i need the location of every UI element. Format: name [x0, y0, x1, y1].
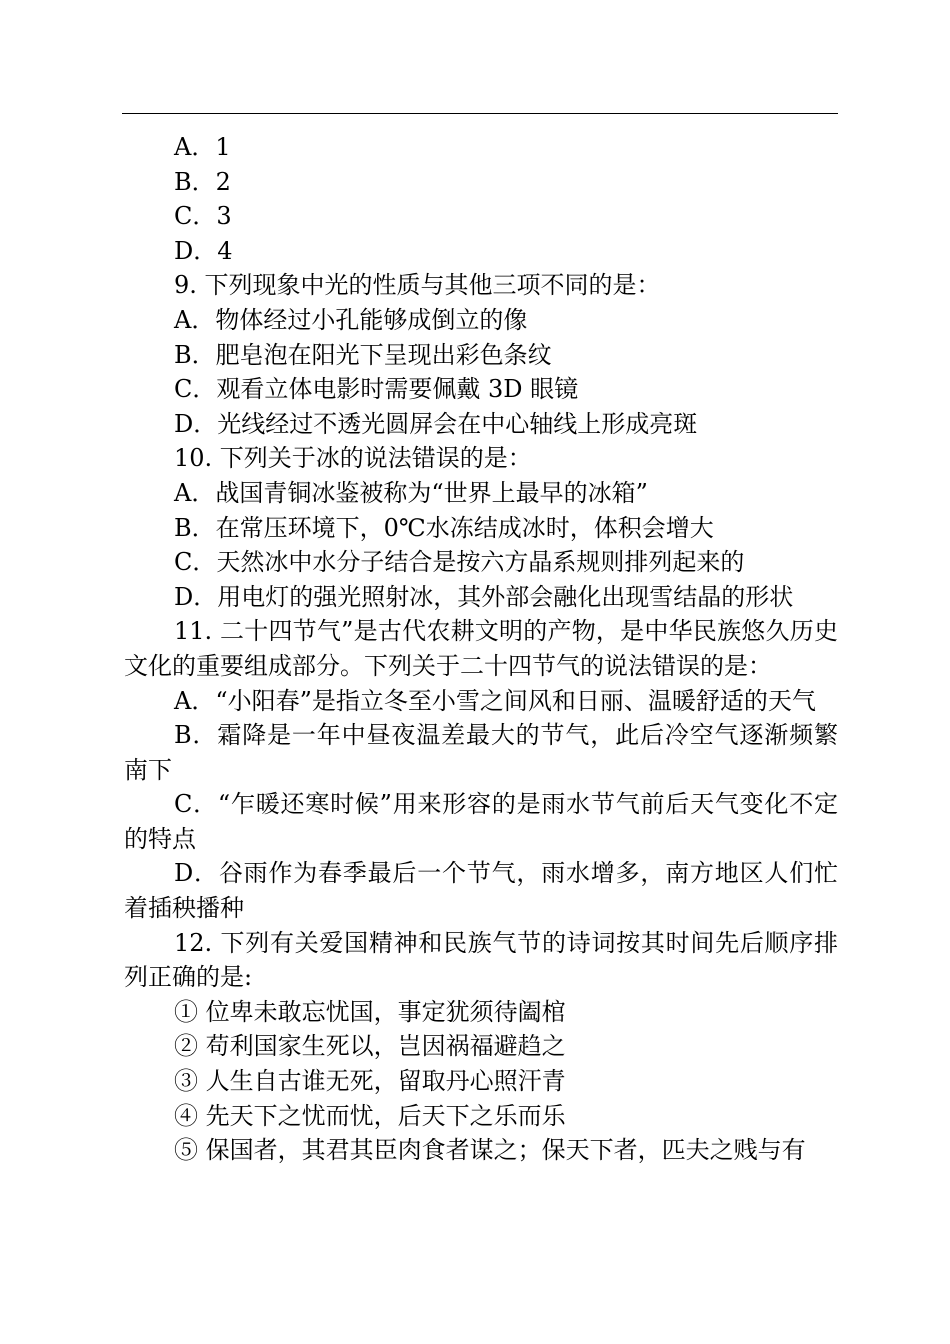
- question-9: [124, 268, 838, 441]
- q9-option-c: C．观看立体电影时需要佩戴 3D 眼镜: [174, 375, 579, 404]
- q10-option-d: D．用电灯的强光照射冰，其外部会融化出现雪结晶的形状: [174, 582, 794, 611]
- exam-page-content: [124, 130, 838, 1168]
- q12-item-5: ⑤ 保国者，其君其臣肉食者谋之；保天下者，匹夫之贱与有: [174, 1136, 806, 1165]
- q9-option-a: A．物体经过小孔能够成倒立的像: [174, 305, 528, 334]
- q8-option-c: C．3: [174, 202, 232, 231]
- q10-option-a: A．战国青铜冰鉴被称为“世界上最早的冰箱”: [174, 478, 648, 507]
- q9-stem: 9. 下列现象中光的性质与其他三项不同的是：: [174, 271, 661, 300]
- q12-item-1: ① 位卑未敢忘忧国，事定犹须待阖棺: [174, 997, 566, 1026]
- q12-item-2: ② 苟利国家生死以，岂因祸福避趋之: [174, 1032, 566, 1061]
- q9-option-d: D．光线经过不透光圆屏会在中心轴线上形成亮斑: [174, 409, 698, 438]
- q11-option-d: D．谷雨作为春季最后一个节气，雨水增多，南方地区人们忙着插秧播种: [124, 859, 838, 923]
- q11-stem: 11. 二十四节气”是古代农耕文明的产物，是中华民族悠久历史文化的重要组成部分。下列关于二十四节气的说法错误的是：: [124, 617, 838, 680]
- q12-item-3: ③ 人生自古谁无死，留取丹心照汗青: [174, 1067, 566, 1096]
- q8-option-a: A．1: [174, 133, 231, 161]
- q10-option-b: B．在常压环境下，0℃水冻结成冰时，体积会增大: [174, 513, 714, 542]
- question-8-options: [124, 130, 838, 268]
- header-rule: [122, 113, 838, 114]
- question-11: [124, 614, 838, 925]
- q12-item-4: ④ 先天下之忧而忧，后天下之乐而乐: [174, 1101, 566, 1130]
- q11-option-a: A．“小阳春”是指立冬至小雪之间风和日丽、温暖舒适的天气: [174, 686, 816, 715]
- q8-option-b: B．2: [174, 167, 231, 196]
- q11-option-b: B．霜降是一年中昼夜温差最大的节气，此后冷空气逐渐频繁南下: [124, 721, 838, 784]
- q8-option-d: D．4: [174, 236, 233, 265]
- q10-option-c: C．天然冰中水分子结合是按六方晶系规则排列起来的: [174, 548, 745, 577]
- question-10: [124, 441, 838, 614]
- q10-stem: 10. 下列关于冰的说法错误的是：: [174, 444, 532, 473]
- question-12: [124, 926, 838, 1168]
- q9-option-b: B．肥皂泡在阳光下呈现出彩色条纹: [174, 340, 552, 369]
- q12-stem: 12. 下列有关爱国精神和民族气节的诗词按其时间先后顺序排列正确的是:: [124, 928, 838, 992]
- q11-option-c: C．“乍暖还寒时候”用来形容的是雨水节气前后天气变化不定的特点: [124, 790, 838, 853]
